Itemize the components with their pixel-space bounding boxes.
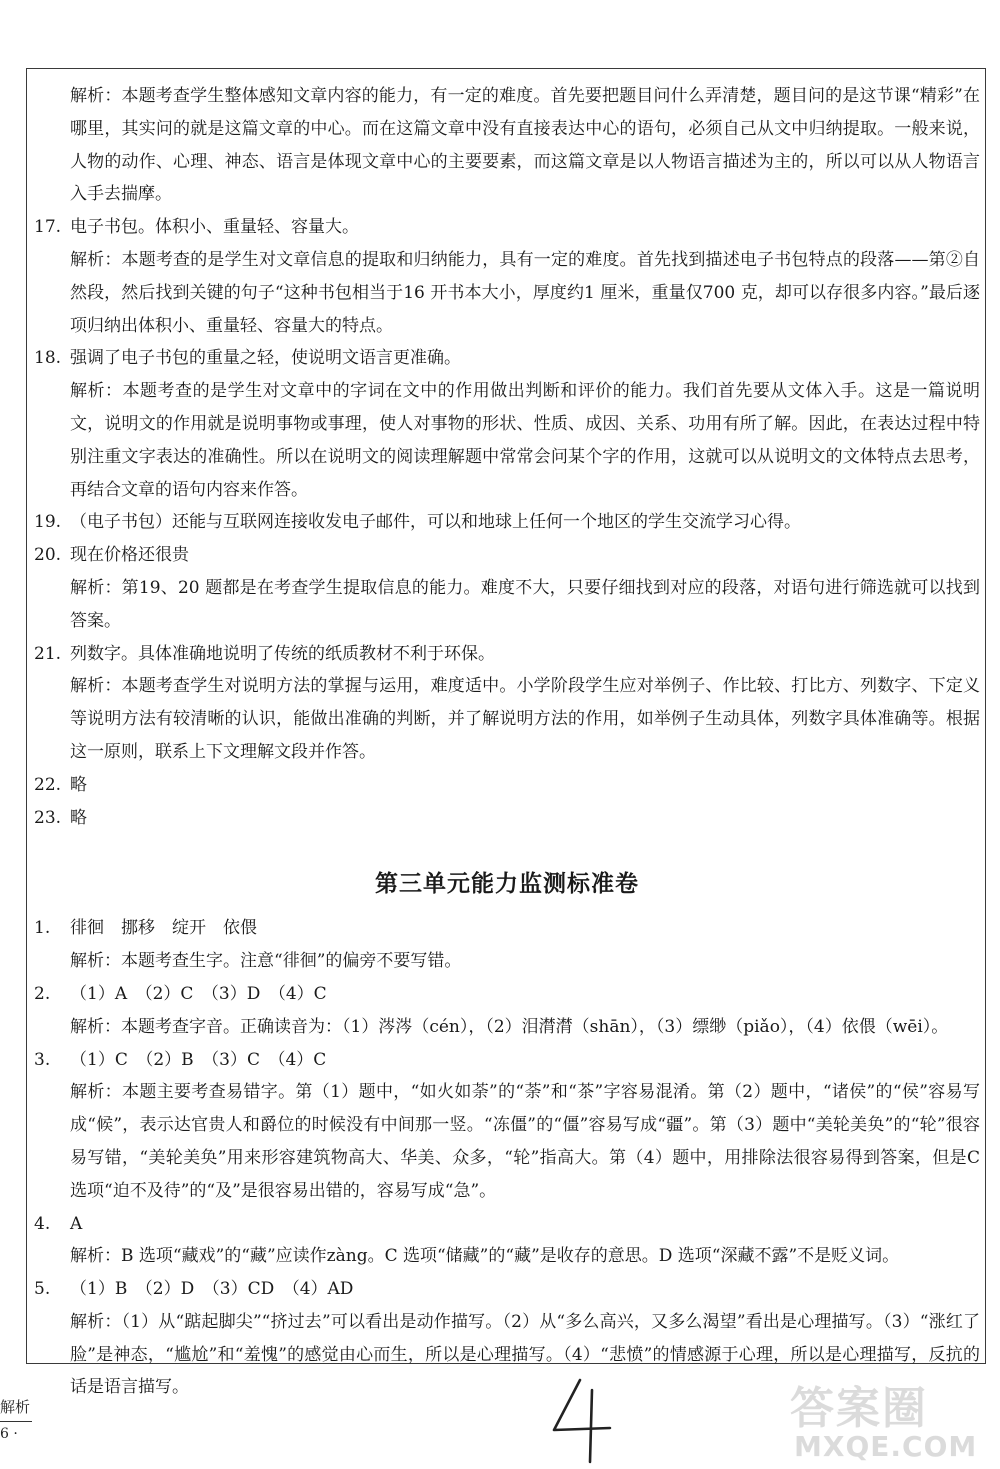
question-number: 3. <box>34 1049 51 1070</box>
explanation-text: 解析：本题考查的是学生对文章信息的提取和归纳能力，具有一定的难度。首先找到描述电子书包特点的段落——第②自然段，然后找到关键的句子“这种书包相当于16 开书本大小，厚度约1 厘米，重量仅700 克，却可以存很多内容。”最后逐项归纳出体积小、重量轻、容量大的特点。 <box>70 249 980 336</box>
answer-item <box>34 1208 980 1274</box>
explanation-text: 解析：第19、20 题都是在考查学生提取信息的能力。难度不大，只要仔细找到对应的段落，对语句进行筛选就可以找到答案。 <box>70 577 980 631</box>
answer-item <box>34 802 980 835</box>
question-number: 2. <box>34 983 51 1004</box>
question-number: 21. <box>34 643 62 664</box>
answer-line <box>34 342 980 375</box>
answer-item <box>34 1044 980 1208</box>
question-number: 1. <box>34 918 51 939</box>
answer-item <box>34 539 980 637</box>
answer-text: 略 <box>70 807 87 828</box>
answer-item <box>34 912 980 978</box>
answer-text: A <box>70 1213 83 1234</box>
answer-line <box>34 1208 980 1241</box>
question-number: 20. <box>34 545 62 566</box>
explanation-text: 解析：（1）从“踮起脚尖”“挤过去”可以看出是动作描写。（2）从“多么高兴，又多么渴望”看出是心理描写。（3）“涨红了脸”是神态，“尴尬”和“羞愧”的感觉由心而生，所以是心理描写。（4）“悲愤”的情感源于心理，所以是心理描写，反抗的话是语言描写。 <box>70 1311 980 1398</box>
answer-text: （1）A （2）C （3）D （4）C <box>70 983 327 1004</box>
question-number: 19. <box>34 512 62 533</box>
answer-text: （1）C （2）B （3）C （4）C <box>70 1049 327 1070</box>
question-number: 17. <box>34 217 62 238</box>
answer-item <box>34 80 980 211</box>
watermark-url: MXQE.COM <box>794 1430 978 1463</box>
answer-text: 强调了电子书包的重量之轻，使说明文语言更准确。 <box>70 348 461 369</box>
answer-line <box>34 211 980 244</box>
explanation-text: 解析：本题主要考查易错字。第（1）题中，“如火如荼”的“荼”和“茶”字容易混淆。第（2）题中，“诸侯”的“侯”容易写成“候”，表示达官贵人和爵位的时候没有中间那一竖。“冻僵”的“僵”容易写成“疆”。第（3）题中“美轮美奂”的“轮”很容易写错，“美轮美奂”用来形容建筑物高大、华美、众多，“轮”指高大。第（4）题中，用排除法很容易得到答案，但是C 选项“迫不及待”的“及”是很容易出错的，容易写成“急”。 <box>70 1082 980 1201</box>
answer-content <box>34 80 980 1404</box>
unit-three-title: 第三单元能力监测标准卷 <box>375 871 639 898</box>
answer-item <box>34 638 980 769</box>
answer-text: （1）B （2）D （3）CD （4）AD <box>70 1279 354 1300</box>
question-number: 18. <box>34 348 62 369</box>
explanation-text: 解析：本题考查学生对说明方法的掌握与运用，难度适中。小学阶段学生应对举例子、作比较、打比方、列数字、下定义等说明方法有较清晰的认识，能做出准确的判断，并了解说明方法的作用，如举例子生动具体，列数字具体准确等。根据这一原则，联系上下文理解文段并作答。 <box>70 676 980 762</box>
answer-line <box>34 539 980 572</box>
answer-line <box>34 638 980 671</box>
answer-text: 列数字。具体准确地说明了传统的纸质教材不利于环保。 <box>70 643 495 664</box>
answer-item <box>34 342 980 506</box>
footer-page-number: 6 · <box>0 1426 18 1442</box>
answer-line <box>34 1044 980 1077</box>
answer-line <box>34 912 980 945</box>
footer-label: 解析 <box>0 1398 31 1416</box>
answer-line <box>34 506 980 539</box>
answer-text: 现在价格还很贵 <box>70 545 189 566</box>
answer-item <box>34 506 980 539</box>
explanation-text: 解析：本题考查生字。注意“徘徊”的偏旁不要写错。 <box>70 951 462 972</box>
site-watermark <box>790 1372 990 1467</box>
explanation-text: 解析：本题考查字音。正确读音为：（1）涔涔（cén），（2）泪潸潸（shān），（3）缥缈（piǎo），（4）依偎（wēi）。 <box>70 1016 949 1037</box>
watermark-logo: 答案圈 <box>790 1383 928 1434</box>
question-number: 4. <box>34 1213 51 1234</box>
answer-item <box>34 978 980 1044</box>
answer-line <box>34 978 980 1011</box>
handwritten-page-number <box>540 1372 630 1467</box>
answers-unit-two <box>34 80 980 834</box>
answer-line <box>34 1273 980 1306</box>
answer-line <box>34 769 980 802</box>
answer-text: 徘徊 挪移 绽开 依偎 <box>70 918 257 939</box>
answer-line <box>34 802 980 835</box>
explanation-text: 解析：本题考查的是学生对文章中的字词在文中的作用做出判断和评价的能力。我们首先要从文体入手。这是一篇说明文，说明文的作用就是说明事物或事理，使人对事物的形状、性质、成因、关系、功用有所了解。因此，在表达过程中特别注重文字表达的准确性。所以在说明文的阅读理解题中常常会问某个字的作用，这就可以从说明文的文体特点去思考，再结合文章的语句内容来作答。 <box>70 381 980 500</box>
question-number: 22. <box>34 774 62 795</box>
explanation-text: 解析：B 选项“藏戏”的“藏”应读作zàng。C 选项“储藏”的“藏”是收存的意思。D 选项“深藏不露”不是贬义词。 <box>70 1246 900 1267</box>
answers-unit-three <box>34 912 980 1404</box>
answer-text: 略 <box>70 774 87 795</box>
question-number: 23. <box>34 807 62 828</box>
answer-text: （电子书包）还能与互联网连接收发电子邮件，可以和地球上任何一个地区的学生交流学习心得。 <box>70 512 801 533</box>
footer-divider <box>0 1421 32 1422</box>
answer-item <box>34 211 980 342</box>
explanation-text: 解析：本题考查学生整体感知文章内容的能力，有一定的难度。首先要把题目问什么弄清楚，题目问的是这节课“精彩”在哪里，其实问的就是这篇文章的中心。而在这篇文章中没有直接表达中心的语句，必须自己从文中归纳提取。一般来说，人物的动作、心理、神态、语言是体现文章中心的主要要素，而这篇文章是以人物语言描述为主的，所以可以从人物语言入手去揣摩。 <box>70 86 980 205</box>
answer-item <box>34 769 980 802</box>
question-number: 5. <box>34 1279 51 1300</box>
answer-text: 电子书包。体积小、重量轻、容量大。 <box>70 217 359 238</box>
